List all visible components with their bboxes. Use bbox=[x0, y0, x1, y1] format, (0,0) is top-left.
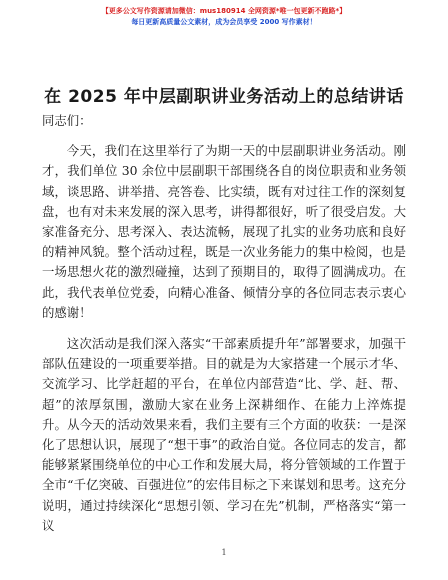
salutation: 同志们： bbox=[42, 113, 92, 128]
document-body bbox=[42, 111, 406, 536]
promo-banner-line2: 每日更新高质量公文素材，成为会员享受 2000 写作素材！ bbox=[131, 18, 317, 26]
paragraph: 今天，我们在这里举行了为期一天的中层副职讲业务活动。刚才，我们单位 30 余位中层副职干部围绕各自的岗位职责和业务领域，谈思路、讲举措、亮答卷、比实绩，既有对过往工作的深刻复盘，也有对未来发展的深入思考，讲得都很好，听了很受启发。大家准备充分、思考深入、表达流畅，展现了扎实的业务功底和良好的精神风貌。整个活动过程，既是一次业务能力的集中检阅，也是一场思想火花的激烈碰撞，达到了预期目的，取得了圆满成功。在此，我代表单位党委，向精心准备、倾情分享的各位同志表示衷心的感谢！ bbox=[42, 143, 406, 320]
promo-banner bbox=[0, 6, 448, 28]
paragraph: 这次活动是我们深入落实“干部素质提升年”部署要求，加强干部队伍建设的一项重要举措。目的就是为大家搭建一个展示才华、交流学习、比学赶超的平台，在单位内部营造“比、学、赶、帮、超”的浓厚氛围，激励大家在业务上深耕细作、在能力上淬炼提升。从今天的活动效果来看，我们主要有三个方面的收获：一是深化了思想认识，展现了“想干事”的政治自觉。各位同志的发言，都能够紧紧围绕单位的中心工作和发展大局，将分管领域的工作置于全市“千亿突破、百强进位”的宏伟目标之下来谋划和思考。这充分说明，通过持续深化“思想引领、学习在先”机制，严格落实“第一议 bbox=[42, 336, 406, 533]
page-number: 1 bbox=[221, 548, 227, 557]
promo-banner-line1: 【更多公文写作资源请加微信：mus180914 全网资源*唯一包更新不跑路*】 bbox=[101, 7, 347, 15]
document-title: 在 2025 年中层副职讲业务活动上的总结讲话 bbox=[44, 87, 404, 107]
